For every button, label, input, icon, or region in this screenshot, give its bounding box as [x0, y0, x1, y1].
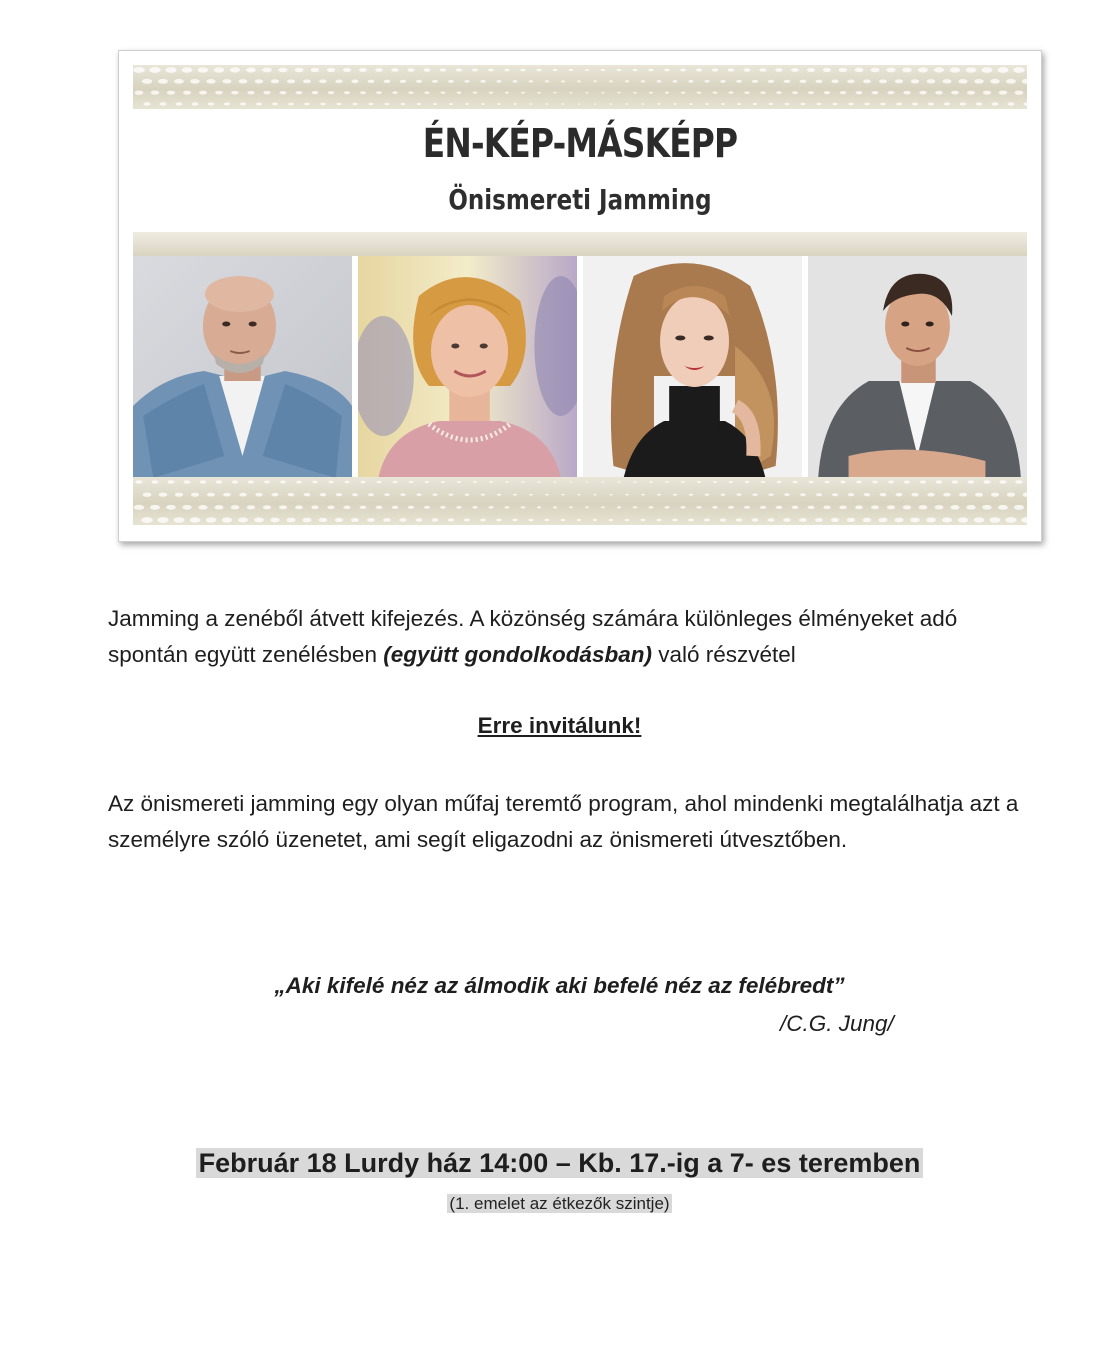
- portrait-man-grey-suit: [808, 256, 1027, 478]
- portrait-woman-pearl-necklace: [358, 256, 577, 478]
- banner-subtitle: Önismereti Jamming: [448, 183, 712, 216]
- intro-emphasis: (együtt gondolkodásban): [383, 642, 652, 667]
- banner-bottom-band: [133, 477, 1027, 525]
- portrait-woman-black-turtleneck: [583, 256, 802, 478]
- banner-dot-pattern-bottom: [133, 477, 1027, 525]
- event-banner: [118, 50, 1042, 542]
- event-location-note-text: (1. emelet az étkezők szintje): [449, 1194, 670, 1213]
- event-details-text: Február 18 Lurdy ház 14:00 – Kb. 17.-ig a 7- es teremben: [196, 1148, 924, 1178]
- quote-author: /C.G. Jung/: [780, 1011, 894, 1036]
- invite-heading: Erre invitálunk!: [477, 713, 642, 738]
- banner-top-band: [133, 65, 1027, 109]
- description-paragraph: Az önismereti jamming egy olyan műfaj teremtő program, ahol mindenki megtalálhatja azt a személyre szóló üzenetet, ami segít eligazodni az önismereti útvesztőben.: [108, 791, 1019, 852]
- portrait-man-denim-jacket: [133, 256, 352, 478]
- banner-dot-pattern-top: [133, 65, 1027, 109]
- intro-text-after: való részvétel: [651, 642, 796, 667]
- banner-photos: [133, 256, 1027, 478]
- intro-text-before: Jamming a zenéből átvett kifejezés. A közönség számára különleges élményeket adó spontán együtt zenélésben: [108, 606, 958, 667]
- event-details: [0, 1148, 1119, 1179]
- quote-text: „Aki kifelé néz az álmodik aki befelé néz az felébredt”: [274, 973, 845, 998]
- intro-paragraph: [108, 601, 1023, 673]
- banner-title: ÉN-KÉP-MÁSKÉPP: [422, 121, 738, 167]
- event-location-note: [0, 1194, 1119, 1214]
- banner-middle-band: [133, 232, 1027, 256]
